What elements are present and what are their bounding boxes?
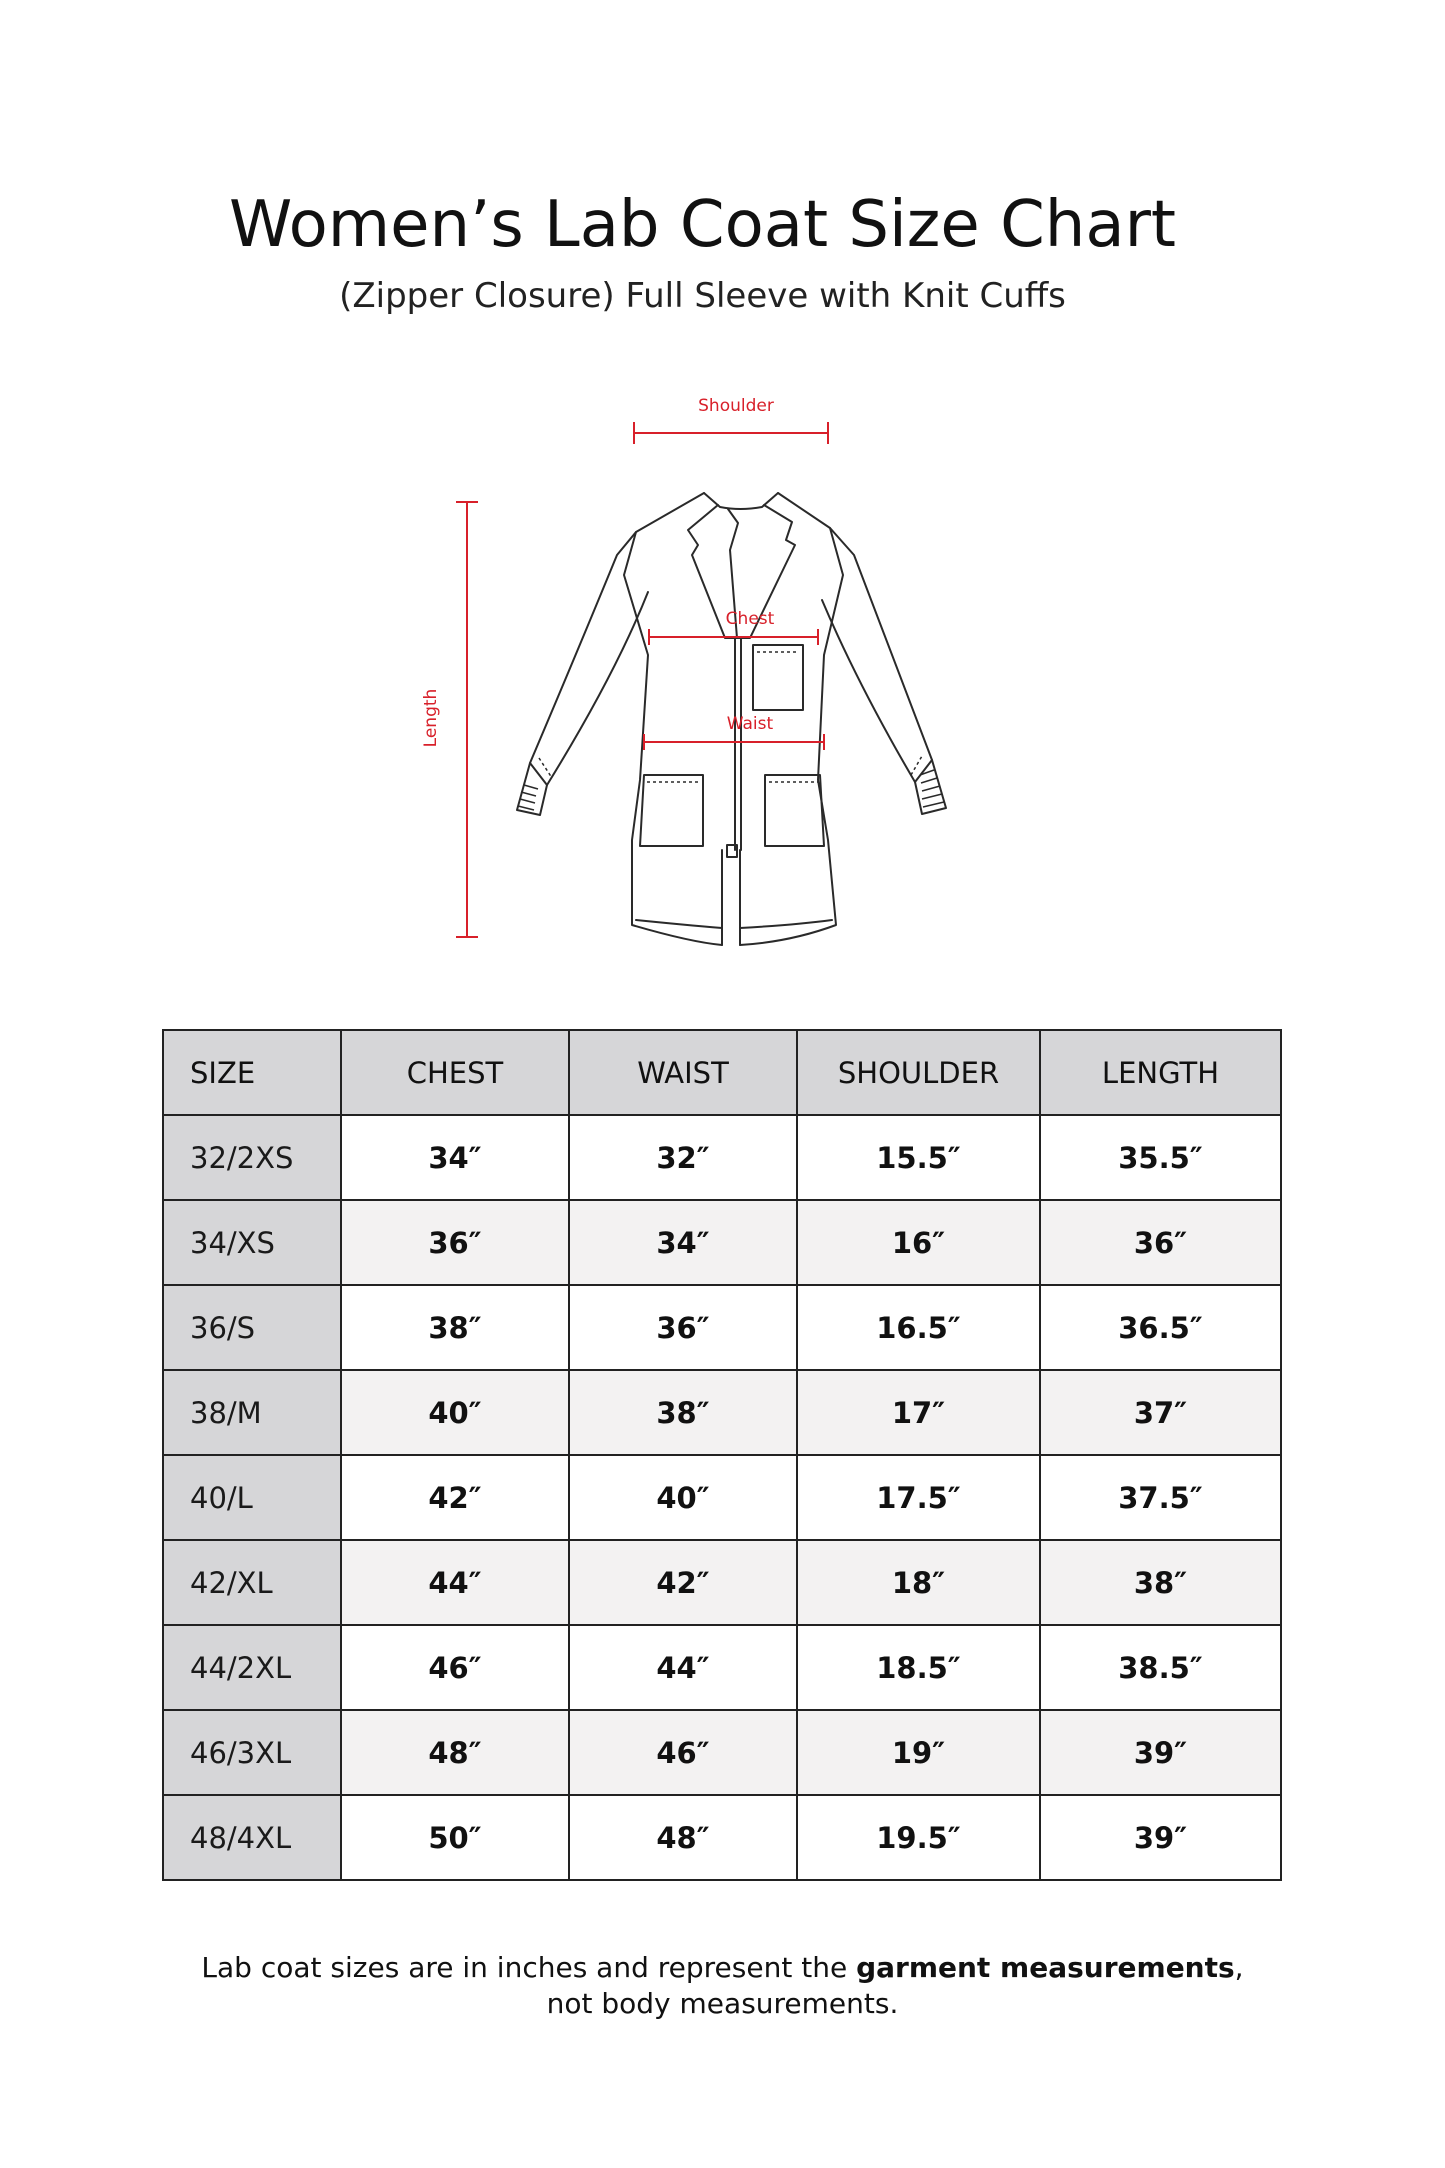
lab-coat-illustration <box>400 390 1000 960</box>
table-row <box>163 1285 1281 1370</box>
footnote <box>0 1950 1445 2022</box>
length-cell: 39″ <box>1040 1795 1281 1880</box>
footnote-line-1 <box>0 1950 1445 1986</box>
knit-cuff-ribbing <box>518 770 944 810</box>
shoulder-cell: 16″ <box>797 1200 1040 1285</box>
size-cell: 38/M <box>163 1370 341 1455</box>
chest-cell: 48″ <box>341 1710 569 1795</box>
shoulder-cell: 19.5″ <box>797 1795 1040 1880</box>
table-row <box>163 1710 1281 1795</box>
header-size: SIZE <box>163 1030 341 1115</box>
waist-cell: 42″ <box>569 1540 797 1625</box>
length-cell: 38.5″ <box>1040 1625 1281 1710</box>
length-cell: 36″ <box>1040 1200 1281 1285</box>
chest-cell: 38″ <box>341 1285 569 1370</box>
length-measure <box>421 502 478 937</box>
size-cell: 42/XL <box>163 1540 341 1625</box>
lab-coat-diagram <box>400 390 1000 960</box>
shoulder-label: Shoulder <box>698 396 774 416</box>
waist-cell: 34″ <box>569 1200 797 1285</box>
table-row <box>163 1540 1281 1625</box>
table-row <box>163 1370 1281 1455</box>
header-chest: CHEST <box>341 1030 569 1115</box>
chest-cell: 46″ <box>341 1625 569 1710</box>
size-chart-table <box>162 1029 1282 1881</box>
length-cell: 35.5″ <box>1040 1115 1281 1200</box>
footnote-text: Lab coat sizes are in inches and represent the <box>201 1951 857 1984</box>
waist-label: Waist <box>726 714 774 734</box>
length-cell: 37″ <box>1040 1370 1281 1455</box>
header-shoulder: SHOULDER <box>797 1030 1040 1115</box>
table-row <box>163 1200 1281 1285</box>
size-cell: 32/2XS <box>163 1115 341 1200</box>
chest-cell: 40″ <box>341 1370 569 1455</box>
page-subtitle: (Zipper Closure) Full Sleeve with Knit Cuffs <box>339 276 1066 316</box>
length-label: Length <box>421 688 441 748</box>
footnote-punct: , <box>1234 1951 1244 1984</box>
size-cell: 34/XS <box>163 1200 341 1285</box>
shoulder-cell: 17″ <box>797 1370 1040 1455</box>
waist-cell: 40″ <box>569 1455 797 1540</box>
shoulder-cell: 18″ <box>797 1540 1040 1625</box>
chest-cell: 34″ <box>341 1115 569 1200</box>
shoulder-measure <box>634 396 828 444</box>
size-cell: 44/2XL <box>163 1625 341 1710</box>
size-cell: 46/3XL <box>163 1710 341 1795</box>
table-row <box>163 1795 1281 1880</box>
waist-cell: 46″ <box>569 1710 797 1795</box>
waist-cell: 44″ <box>569 1625 797 1710</box>
shoulder-cell: 16.5″ <box>797 1285 1040 1370</box>
waist-cell: 48″ <box>569 1795 797 1880</box>
chest-cell: 50″ <box>341 1795 569 1880</box>
shoulder-cell: 15.5″ <box>797 1115 1040 1200</box>
header-waist: WAIST <box>569 1030 797 1115</box>
page-title: Women’s Lab Coat Size Chart <box>229 188 1176 262</box>
table-row <box>163 1455 1281 1540</box>
length-cell: 37.5″ <box>1040 1455 1281 1540</box>
chest-measure <box>649 609 818 645</box>
chest-cell: 42″ <box>341 1455 569 1540</box>
waist-cell: 36″ <box>569 1285 797 1370</box>
shoulder-cell: 18.5″ <box>797 1625 1040 1710</box>
length-cell: 38″ <box>1040 1540 1281 1625</box>
size-cell: 48/4XL <box>163 1795 341 1880</box>
size-cell: 40/L <box>163 1455 341 1540</box>
waist-cell: 32″ <box>569 1115 797 1200</box>
footnote-emphasis: garment measurements <box>856 1951 1235 1984</box>
length-cell: 36.5″ <box>1040 1285 1281 1370</box>
table-header-row <box>163 1030 1281 1115</box>
shoulder-cell: 19″ <box>797 1710 1040 1795</box>
footnote-line-2: not body measurements. <box>546 1987 899 2020</box>
size-cell: 36/S <box>163 1285 341 1370</box>
chest-label: Chest <box>725 609 775 629</box>
chest-cell: 44″ <box>341 1540 569 1625</box>
length-cell: 39″ <box>1040 1710 1281 1795</box>
table-row <box>163 1115 1281 1200</box>
chest-cell: 36″ <box>341 1200 569 1285</box>
waist-cell: 38″ <box>569 1370 797 1455</box>
shoulder-cell: 17.5″ <box>797 1455 1040 1540</box>
header-length: LENGTH <box>1040 1030 1281 1115</box>
table-row <box>163 1625 1281 1710</box>
